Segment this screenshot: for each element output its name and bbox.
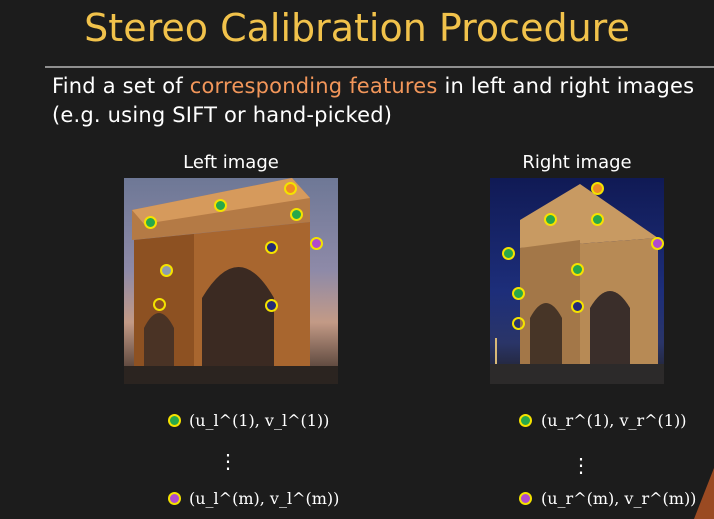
left-first-point-label: (u_l^(1), v_l^(1)) (189, 411, 330, 430)
description-text-pre: Find a set of (52, 74, 190, 98)
right-image-caption: Right image (522, 152, 632, 173)
slide-title: Stereo Calibration Procedure (84, 6, 630, 50)
keypoint-r8 (571, 300, 584, 313)
legend-dot-right-first (519, 414, 532, 427)
keypoint-r2 (544, 213, 557, 226)
keypoint-r7 (512, 287, 525, 300)
corner-decoration (694, 468, 714, 519)
keypoint-r4 (651, 237, 664, 250)
keypoint-l8 (153, 298, 166, 311)
legend-dot-right-last (519, 492, 532, 505)
keypoint-l7 (160, 264, 173, 277)
keypoint-l2 (214, 199, 227, 212)
keypoint-l5 (310, 237, 323, 250)
title-divider (45, 66, 714, 68)
keypoint-l1 (284, 182, 297, 195)
legend-dot-left-first (168, 414, 181, 427)
right-image (490, 178, 664, 384)
left-last-point-label: (u_l^(m), v_l^(m)) (189, 489, 340, 508)
legend-dot-left-last (168, 492, 181, 505)
keypoint-l3 (290, 208, 303, 221)
right-last-point-label: (u_r^(m), v_r^(m)) (541, 489, 697, 508)
arc-de-triomphe-night-image (490, 178, 664, 384)
right-first-point-label: (u_r^(1), v_r^(1)) (541, 411, 687, 430)
keypoint-r3 (591, 213, 604, 226)
keypoint-r6 (571, 263, 584, 276)
description-text-post: in left and right images (437, 74, 695, 98)
keypoint-l4 (144, 216, 157, 229)
keypoint-l6 (265, 241, 278, 254)
keypoint-r9 (512, 317, 525, 330)
keypoint-r5 (502, 247, 515, 260)
arc-de-triomphe-sunset-image (124, 178, 338, 384)
highlighted-term: corresponding features (189, 74, 438, 98)
keypoint-r1 (591, 182, 604, 195)
left-image-caption: Left image (183, 152, 279, 173)
right-vertical-ellipsis: ⋮ (571, 453, 591, 477)
description-line-1 (52, 74, 694, 98)
keypoint-l9 (265, 299, 278, 312)
left-vertical-ellipsis: ⋮ (218, 449, 238, 473)
left-image (124, 178, 338, 384)
description-line-2: (e.g. using SIFT or hand-picked) (52, 103, 393, 127)
